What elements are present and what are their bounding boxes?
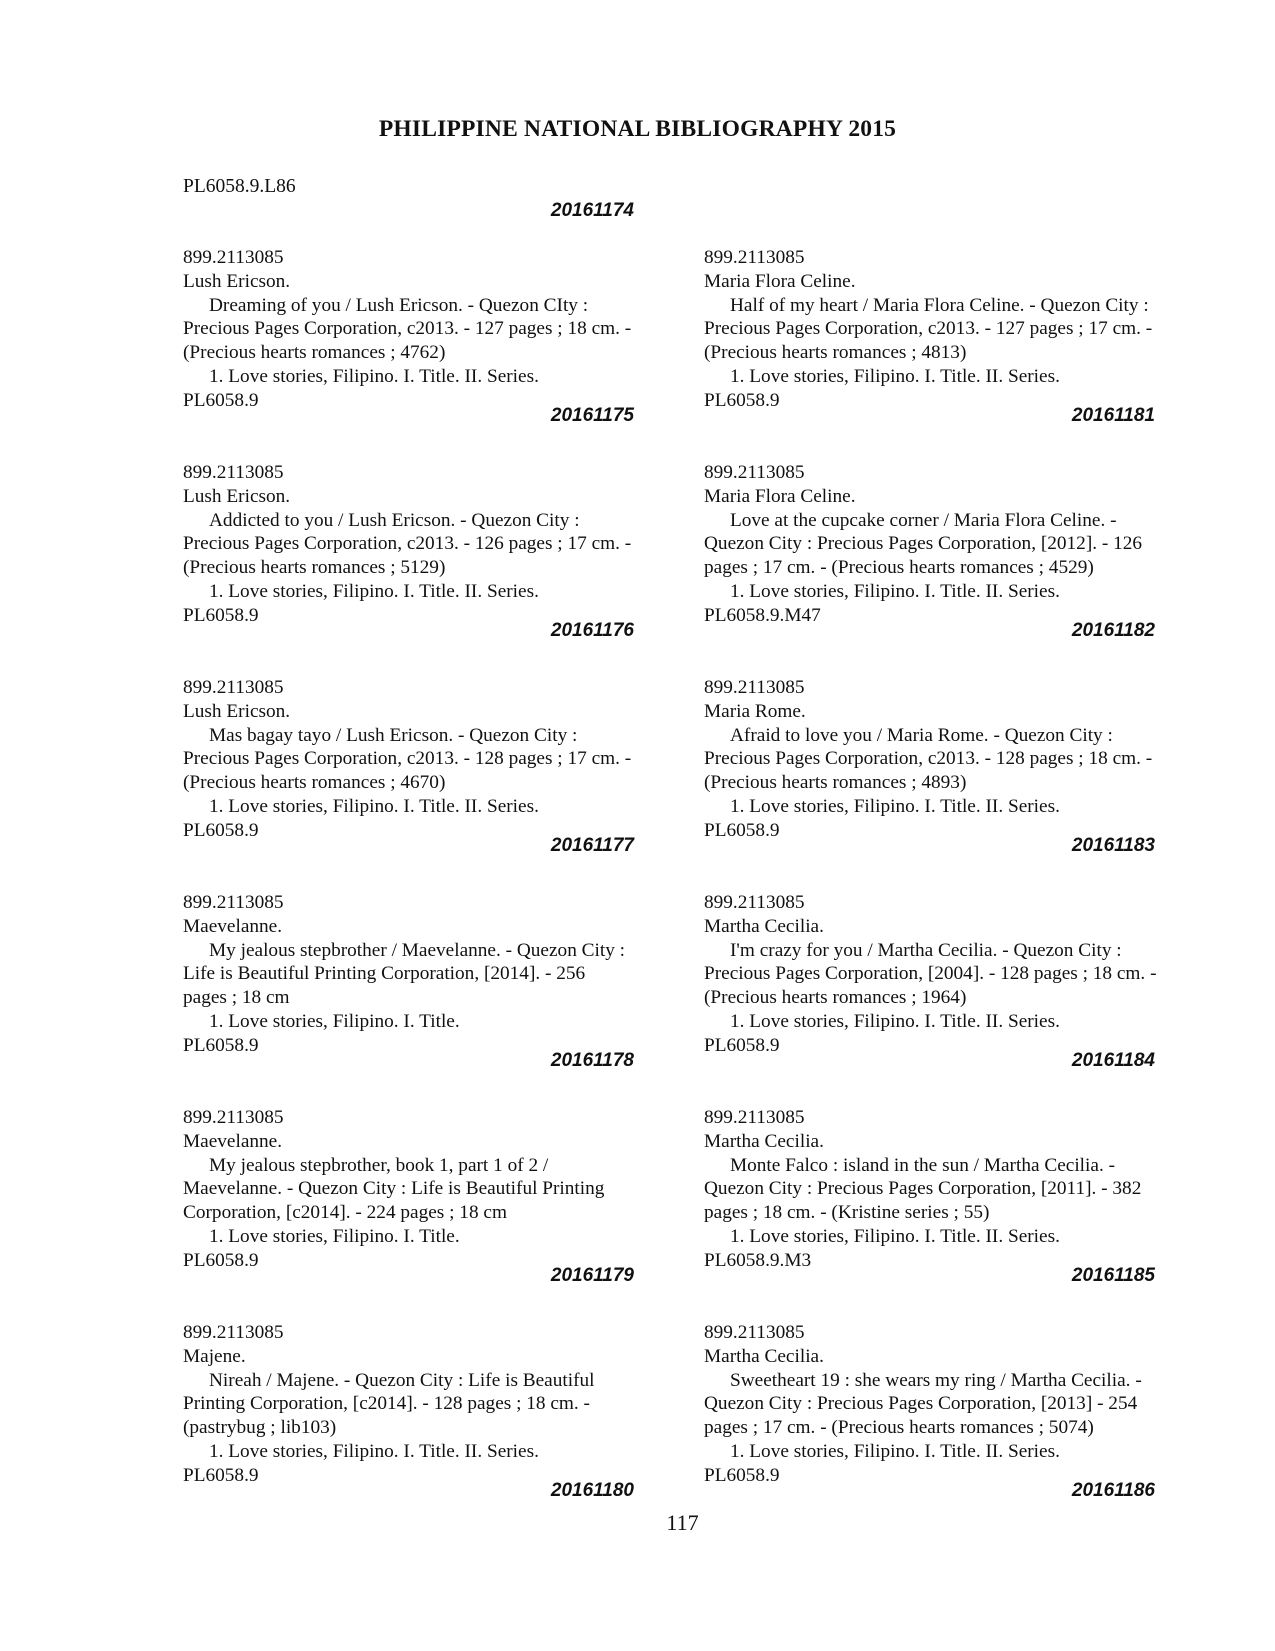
- subject-tracings: 1. Love stories, Filipino. I. Title. II. Series.: [730, 1010, 1060, 1032]
- title-statement-line: Sweetheart 19 : she wears my ring / Martha Cecilia. -: [730, 1369, 1142, 1391]
- classification-number: 899.2113085: [183, 247, 284, 268]
- subject-tracings: 1. Love stories, Filipino. I. Title.: [209, 1010, 460, 1032]
- subject-tracings: 1. Love stories, Filipino. I. Title. II. Series.: [730, 580, 1060, 602]
- call-number: PL6058.9: [704, 389, 780, 411]
- control-number: 20161179: [550, 1265, 634, 1286]
- title-statement-line: Mas bagay tayo / Lush Ericson. - Quezon City :: [209, 724, 578, 746]
- title-statement-line: Printing Corporation, [c2014]. - 128 pages ; 18 cm. -: [183, 1393, 590, 1415]
- title-statement-line: My jealous stepbrother / Maevelanne. - Quezon City :: [209, 939, 626, 961]
- bibliographic-entry: [704, 676, 1194, 891]
- title-statement: [704, 1154, 1194, 1225]
- title-statement-line: Monte Falco : island in the sun / Martha Cecilia. -: [730, 1154, 1116, 1176]
- bibliographic-entry: [704, 891, 1194, 1106]
- subject-tracings: 1. Love stories, Filipino. I. Title.: [209, 1225, 460, 1247]
- title-statement: [704, 1369, 1194, 1440]
- classification-number: 899.2113085: [704, 247, 805, 268]
- bibliographic-entry: [183, 676, 673, 891]
- title-statement-line: My jealous stepbrother, book 1, part 1 of 2 /: [209, 1154, 549, 1176]
- title-statement-line: (Precious hearts romances ; 4670): [183, 772, 446, 794]
- title-statement-line: I'm crazy for you / Martha Cecilia. - Quezon City :: [730, 939, 1122, 961]
- call-number: PL6058.9: [183, 1034, 259, 1056]
- bibliographic-entry: [704, 1106, 1194, 1321]
- author-heading: Lush Ericson.: [183, 485, 291, 507]
- control-number: 20161182: [1071, 620, 1155, 641]
- title-statement: [183, 509, 673, 580]
- control-number: 20161185: [1071, 1265, 1155, 1286]
- control-number: 20161175: [550, 405, 634, 426]
- title-statement-line: (Precious hearts romances ; 1964): [704, 987, 967, 1009]
- bibliographic-entry: [183, 891, 673, 1106]
- classification-number: 899.2113085: [704, 677, 805, 698]
- title-statement: [183, 939, 673, 1010]
- title-statement-line: (Precious hearts romances ; 5129): [183, 557, 446, 579]
- title-statement-line: Love at the cupcake corner / Maria Flora Celine. -: [730, 509, 1117, 531]
- call-number: PL6058.9: [183, 1464, 259, 1486]
- title-statement-line: Nireah / Majene. - Quezon City : Life is Beautiful: [209, 1369, 595, 1391]
- call-number: PL6058.9: [183, 389, 259, 411]
- bibliographic-entry: [183, 1106, 673, 1321]
- control-number: 20161178: [550, 1050, 634, 1071]
- bibliographic-entry: [183, 246, 673, 461]
- title-statement-line: Life is Beautiful Printing Corporation, [2014]. - 256: [183, 963, 586, 985]
- bibliographic-entry: [183, 461, 673, 676]
- author-heading: Maria Flora Celine.: [704, 485, 856, 507]
- page-number: 117: [666, 1510, 699, 1535]
- author-heading: Majene.: [183, 1345, 246, 1367]
- classification-number: 899.2113085: [183, 892, 284, 913]
- classification-number: 899.2113085: [704, 892, 805, 913]
- author-heading: Martha Cecilia.: [704, 915, 824, 937]
- title-statement-line: Quezon City : Precious Pages Corporation, [2013] - 254: [704, 1393, 1138, 1415]
- control-number: 20161176: [550, 620, 634, 641]
- call-number: PL6058.9: [183, 819, 259, 841]
- title-statement-line: Precious Pages Corporation, c2013. - 128 pages ; 17 cm. -: [183, 748, 632, 770]
- subject-tracings: 1. Love stories, Filipino. I. Title. II. Series.: [730, 795, 1060, 817]
- author-heading: Martha Cecilia.: [704, 1130, 824, 1152]
- classification-number: 899.2113085: [704, 1107, 805, 1128]
- control-number: 20161181: [1071, 405, 1155, 426]
- title-statement: [183, 1369, 673, 1440]
- subject-tracings: 1. Love stories, Filipino. I. Title. II. Series.: [209, 580, 539, 602]
- call-number: PL6058.9.M47: [704, 604, 821, 626]
- title-statement-line: pages ; 17 cm. - (Precious hearts romances ; 5074): [704, 1417, 1094, 1439]
- bibliographic-entry: [704, 461, 1194, 676]
- classification-number: 899.2113085: [183, 1322, 284, 1343]
- title-statement-line: Precious Pages Corporation, c2013. - 127 pages ; 18 cm. -: [183, 318, 632, 340]
- call-number: PL6058.9: [704, 819, 780, 841]
- author-heading: Lush Ericson.: [183, 270, 291, 292]
- title-statement-line: Afraid to love you / Maria Rome. - Quezon City :: [730, 724, 1113, 746]
- author-heading: Maevelanne.: [183, 915, 283, 937]
- title-statement-line: Quezon City : Precious Pages Corporation, [2012]. - 126: [704, 533, 1143, 555]
- call-number: PL6058.9.M3: [704, 1249, 812, 1271]
- title-statement-line: (Precious hearts romances ; 4762): [183, 342, 446, 364]
- classification-number: 899.2113085: [183, 677, 284, 698]
- subject-tracings: 1. Love stories, Filipino. I. Title. II. Series.: [730, 1440, 1060, 1462]
- title-statement-line: (Precious hearts romances ; 4893): [704, 772, 967, 794]
- title-statement-line: (Precious hearts romances ; 4813): [704, 342, 967, 364]
- right-column: [704, 246, 1194, 1536]
- title-statement: [704, 509, 1194, 580]
- author-heading: Lush Ericson.: [183, 700, 291, 722]
- author-heading: Martha Cecilia.: [704, 1345, 824, 1367]
- title-statement: [704, 939, 1194, 1010]
- title-statement: [183, 294, 673, 365]
- control-number: 20161180: [550, 1480, 634, 1501]
- title-statement-line: pages ; 18 cm: [183, 987, 290, 1009]
- control-number: 20161177: [550, 835, 634, 856]
- subject-tracings: 1. Love stories, Filipino. I. Title. II. Series.: [730, 365, 1060, 387]
- title-statement-line: (pastrybug ; lib103): [183, 1417, 337, 1439]
- page-title: PHILIPPINE NATIONAL BIBLIOGRAPHY 2015: [378, 116, 897, 142]
- title-statement: [183, 724, 673, 795]
- subject-tracings: 1. Love stories, Filipino. I. Title. II. Series.: [209, 365, 539, 387]
- title-statement-line: Dreaming of you / Lush Ericson. - Quezon CIty :: [209, 294, 589, 316]
- title-statement-line: pages ; 18 cm. - (Kristine series ; 55): [704, 1202, 990, 1224]
- classification-number: 899.2113085: [183, 462, 284, 483]
- subject-tracings: 1. Love stories, Filipino. I. Title. II. Series.: [209, 795, 539, 817]
- call-number: PL6058.9: [704, 1034, 780, 1056]
- call-number: PL6058.9: [183, 604, 259, 626]
- control-number: 20161186: [1071, 1480, 1155, 1501]
- title-statement: [704, 294, 1194, 365]
- title-statement-line: Maevelanne. - Quezon City : Life is Beautiful Printing: [183, 1178, 605, 1200]
- title-statement-line: Precious Pages Corporation, [2004]. - 128 pages ; 18 cm. -: [704, 963, 1157, 985]
- title-statement-line: Precious Pages Corporation, c2013. - 128 pages ; 18 cm. -: [704, 748, 1153, 770]
- classification-number: 899.2113085: [704, 1322, 805, 1343]
- title-statement-line: pages ; 17 cm. - (Precious hearts romances ; 4529): [704, 557, 1094, 579]
- lead-control-number: 20161174: [550, 200, 634, 221]
- control-number: 20161183: [1071, 835, 1155, 856]
- lead-call-number: PL6058.9.L86: [183, 176, 296, 197]
- call-number: PL6058.9: [183, 1249, 259, 1271]
- author-heading: Maria Rome.: [704, 700, 806, 722]
- title-statement-line: Precious Pages Corporation, c2013. - 126 pages ; 17 cm. -: [183, 533, 632, 555]
- subject-tracings: 1. Love stories, Filipino. I. Title. II. Series.: [209, 1440, 539, 1462]
- control-number: 20161184: [1071, 1050, 1155, 1071]
- title-statement-line: Half of my heart / Maria Flora Celine. - Quezon City :: [730, 294, 1149, 316]
- author-heading: Maria Flora Celine.: [704, 270, 856, 292]
- classification-number: 899.2113085: [183, 1107, 284, 1128]
- title-statement-line: Corporation, [c2014]. - 224 pages ; 18 cm: [183, 1202, 507, 1224]
- title-statement: [704, 724, 1194, 795]
- subject-tracings: 1. Love stories, Filipino. I. Title. II. Series.: [730, 1225, 1060, 1247]
- title-statement: [183, 1154, 673, 1225]
- author-heading: Maevelanne.: [183, 1130, 283, 1152]
- classification-number: 899.2113085: [704, 462, 805, 483]
- title-statement-line: Precious Pages Corporation, c2013. - 127 pages ; 17 cm. -: [704, 318, 1153, 340]
- title-statement-line: Addicted to you / Lush Ericson. - Quezon City :: [209, 509, 580, 531]
- bibliographic-entry: [704, 246, 1194, 461]
- title-statement-line: Quezon City : Precious Pages Corporation, [2011]. - 382: [704, 1178, 1142, 1200]
- left-column: [183, 246, 673, 1536]
- call-number: PL6058.9: [704, 1464, 780, 1486]
- bibliographic-entry: [183, 1321, 673, 1536]
- bibliographic-entry: [704, 1321, 1194, 1536]
